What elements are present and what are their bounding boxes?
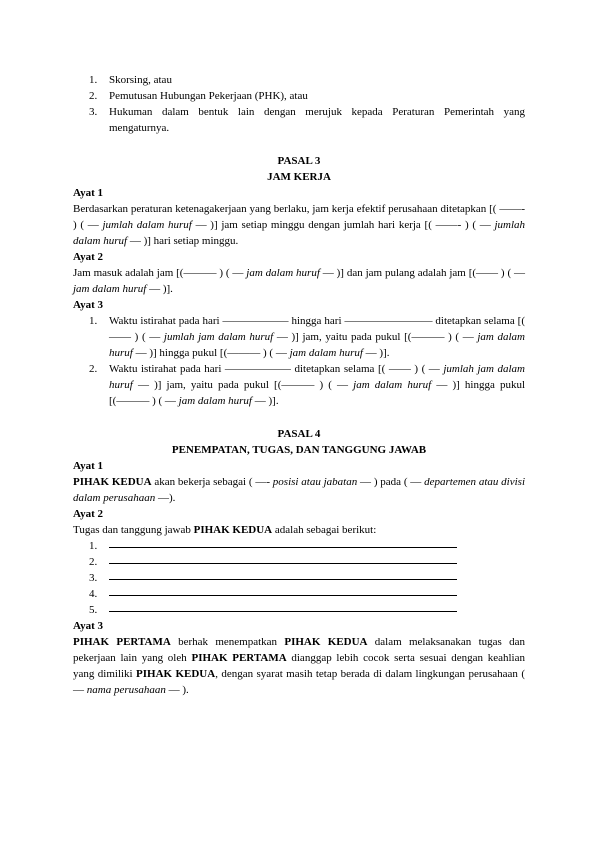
list-number: 2. (89, 363, 98, 375)
pasal-4-ayat-1-label: Ayat 1 (73, 460, 104, 472)
list-text: Skorsing, atau (109, 74, 172, 86)
blank-line-item[interactable] (73, 602, 525, 618)
list-number: 2. (89, 90, 98, 102)
pasal-3-ayat-1-label: Ayat 1 (73, 187, 104, 199)
document-body (73, 72, 525, 698)
pasal-3-ayat-1-text: Berdasarkan peraturan ketenagakerjaan yang berlaku, jam kerja efektif perusahaan ditetapkan [( ——- ) ( — jumlah dalam huruf — )] jam setiap minggu dengan jumlah hari kerja [( ——- ) ( — jumlah dalam huruf — )] hari setiap minggu. (73, 203, 526, 247)
pasal-4-ayat-2-text: Tugas dan tanggung jawab PIHAK KEDUA adalah sebagai berikut: (73, 524, 377, 536)
list-item: 1. Waktu istirahat pada hari —————— hingga hari ———————— ditetapkan selama [( —— ) ( — jumlah jam dalam huruf — )] jam, yaitu pada pukul [(——— ) ( — jam dalam huruf — )] hingga pukul [(——— ) ( — jam dalam huruf — )]. (89, 315, 526, 359)
pasal-3-ayat-2-text: Jam masuk adalah jam [(——— ) ( — jam dalam huruf — )] dan jam pulang adalah jam [(—— ) ( — jam dalam huruf — )]. (73, 267, 525, 295)
blank-line-item[interactable] (73, 586, 525, 602)
list-text: Hukuman dalam bentuk lain dengan merujuk kepada Peraturan Pemerintah yang mengaturnya. (109, 106, 525, 134)
pasal-4-ayat-1-text: PIHAK KEDUA akan bekerja sebagai ( —- posisi atau jabatan — ) pada ( — departemen atau divisi dalam perusahaan —). (73, 476, 525, 504)
pasal-4-subtitle: PENEMPATAN, TUGAS, DAN TANGGUNG JAWAB (171, 444, 427, 456)
list-number: 2. (89, 556, 98, 568)
list-number: 3. (89, 572, 98, 584)
blank-line (109, 547, 457, 548)
list-text: Pemutusan Hubungan Pekerjaan (PHK), atau (109, 90, 308, 102)
blank-line (109, 611, 457, 612)
pasal-3-subtitle: JAM KERJA (267, 171, 331, 183)
list-number: 5. (89, 604, 98, 616)
intro-list (73, 72, 525, 136)
list-item (73, 88, 525, 104)
pasal-4-ayat-3-label: Ayat 3 (73, 620, 104, 632)
list-number: 1. (89, 540, 98, 552)
list-number: 4. (89, 588, 98, 600)
blank-line (109, 595, 457, 596)
pasal-3-ayat-2-label: Ayat 2 (73, 251, 104, 263)
pasal-4-title: PASAL 4 (277, 428, 321, 440)
list-item (73, 104, 525, 136)
blank-line (109, 579, 457, 580)
list-number: 1. (89, 315, 98, 327)
pasal-3-ayat-3-list (73, 313, 525, 409)
list-item (73, 72, 525, 88)
blank-line (109, 563, 457, 564)
list-number: 3. (89, 106, 98, 118)
pasal-3-ayat-3-label: Ayat 3 (73, 299, 104, 311)
pasal-4-ayat-3-text: PIHAK PERTAMA berhak menempatkan PIHAK KEDUA dalam melaksanakan tugas dan pekerjaan lain yang oleh PIHAK PERTAMA dianggap lebih cocok serta sesuai dengan keahlian yang dimiliki PIHAK KEDUA, dengan syarat masih tetap berada di dalam lingkungan perusahaan ( — nama perusahaan — ). (73, 636, 525, 696)
blank-line-item[interactable] (73, 538, 525, 554)
pasal-4-ayat-2-label: Ayat 2 (73, 508, 104, 520)
list-item: 2. Waktu istirahat pada hari —————— ditetapkan selama [( —— ) ( — jumlah jam dalam huruf — )] jam, yaitu pada pukul [(——— ) ( — jam dalam huruf — )] hingga pukul [(——— ) ( — jam dalam huruf — )]. (89, 363, 525, 407)
list-number: 1. (89, 74, 98, 86)
duties-blank-list (73, 538, 525, 618)
blank-line-item[interactable] (73, 570, 525, 586)
pasal-3-title: PASAL 3 (277, 155, 321, 167)
blank-line-item[interactable] (73, 554, 525, 570)
